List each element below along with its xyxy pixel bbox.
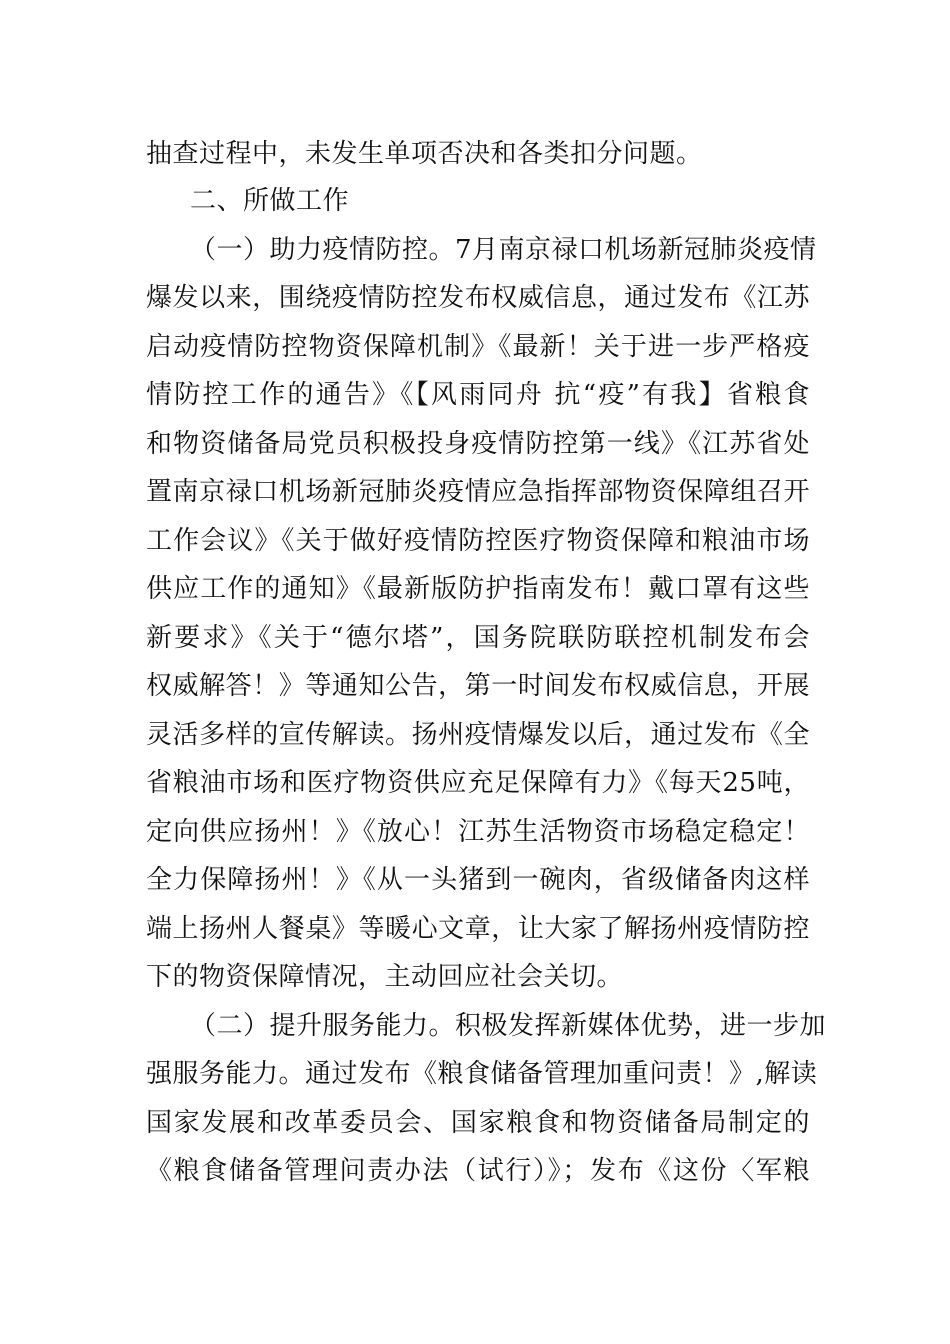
paragraph-1-line: 省粮油市场和医疗物资供应充足保障有力》《每天25吨，: [146, 768, 810, 798]
paragraph-1-line: 新要求》《关于“德尔塔”，国务院联防联控机制发布会: [146, 623, 810, 653]
paragraph-1-line: 权威解答！》等通知公告，第一时间发布权威信息，开展: [146, 671, 810, 701]
paragraph-1-line: 供应工作的通知》《最新版防护指南发布！戴口罩有这些: [146, 574, 810, 604]
paragraph-1-line: 灵活多样的宣传解读。扬州疫情爆发以后，通过发布《全: [146, 720, 810, 750]
text-line: 抽查过程中，未发生单项否决和各类扣分问题。: [146, 139, 703, 169]
paragraph-1-line: 全力保障扬州！》《从一头猪到一碗肉，省级储备肉这样: [146, 865, 810, 895]
paragraph-2-line: 国家发展和改革委员会、国家粮食和物资储备局制定的: [146, 1108, 810, 1138]
paragraph-2-line: 《粮食储备管理问责办法（试行）》；发布《这份〈军粮: [146, 1156, 810, 1186]
paragraph-1-line: 启动疫情防控物资保障机制》《最新！关于进一步严格疫: [146, 332, 810, 362]
paragraph-1-line: 定向供应扬州！》《放心！江苏生活物资市场稳定稳定！: [146, 817, 810, 847]
paragraph-1-line: 工作会议》《关于做好疫情防控医疗物资保障和粮油市场: [146, 526, 810, 556]
paragraph-1-line: 情防控工作的通告》《【风雨同舟 抗“疫”有我】省粮食: [146, 380, 810, 410]
paragraph-1-line: 置南京禄口机场新冠肺炎疫情应急指挥部物资保障组召开: [146, 477, 810, 507]
paragraph-1-line: （一）助力疫情防控。7月南京禄口机场新冠肺炎疫情: [190, 235, 817, 265]
section-heading: 二、所做工作: [190, 186, 350, 216]
paragraph-1-line: 和物资储备局党员积极投身疫情防控第一线》《江苏省处: [146, 429, 810, 459]
paragraph-2-line: 强服务能力。通过发布《粮食储备管理加重问责！》,解读: [146, 1059, 818, 1089]
paragraph-1-line: 端上扬州人餐桌》等暖心文章，让大家了解扬州疫情防控: [146, 914, 810, 944]
paragraph-1-line: 下的物资保障情况，主动回应社会关切。: [146, 962, 624, 992]
paragraph-1-line: 爆发以来，围绕疫情防控发布权威信息，通过发布《江苏: [146, 283, 810, 313]
paragraph-2-line: （二）提升服务能力。积极发挥新媒体优势，进一步加: [190, 1011, 827, 1041]
